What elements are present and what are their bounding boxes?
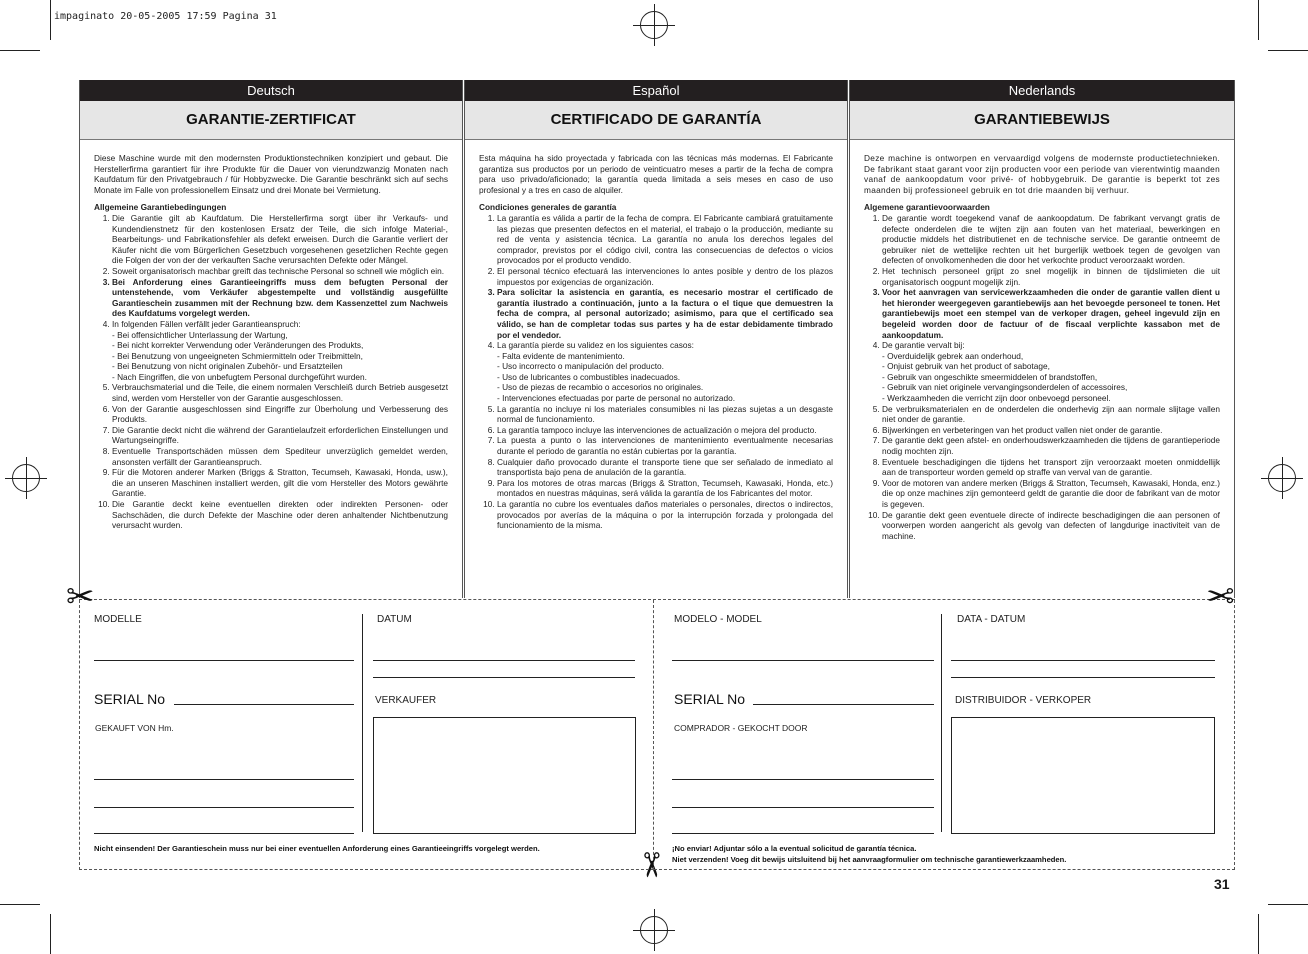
condition-item: 1. La garantía es válida a partir de la fecha de compra. El Fabricante cambiará gratuitamente las piezas que presenten defectos en el material, el trabajo o la producción, mediante su red de venta y asistencia técnica. La garantía no anula los derechos legales del comprador, previstos por el código civil, contra las consecuencias de defectos o vicios provocados por el producto vendido.: [497, 213, 833, 266]
crop-mark: [50, 0, 51, 40]
registration-mark-icon: [640, 916, 668, 944]
bought-from-field[interactable]: [94, 807, 354, 808]
seller-label: VERKAUFER: [375, 695, 437, 706]
column-body: [80, 140, 462, 531]
condition-subitem: - Gebruik van ongeschikte smeermiddelen of brandstoffen,: [882, 371, 1098, 382]
condition-item: 7. De garantie dekt geen afstel- en onderhoudswerkzaamheden die tijdens de garantieperiode nodig mochten zijn.: [882, 435, 1220, 456]
column-title: GARANTIEBEWIJS: [850, 101, 1234, 140]
crop-mark: [0, 50, 40, 51]
condition-subitem: - Gebruik van niet originele vervangingsonderdelen of accessoires,: [882, 382, 1128, 393]
scissors-icon: ✂: [1206, 578, 1235, 616]
serial-field[interactable]: [753, 704, 934, 705]
condition-subitem: - Uso de piezas de recambio o accesorios no originales.: [497, 382, 704, 393]
bought-from-field[interactable]: [672, 833, 934, 834]
model-label: MODELO - MODEL: [674, 614, 762, 625]
condition-subitem: - Onjuist gebruik van het product of sabotage,: [882, 361, 1050, 372]
conditions-title: Condiciones generales de garantía: [479, 202, 617, 213]
date-label: DATUM: [377, 614, 412, 625]
card-note: Nicht einsenden! Der Garantieschein muss nur bei einer eventuellen Anforderung eines Garantieeingriffs vorgelegt werden.: [94, 844, 540, 853]
conditions-title: Algemene garantievoorwaarden: [864, 202, 990, 213]
language-header: Deutsch: [80, 80, 462, 101]
serial-label: SERIAL No: [94, 691, 166, 707]
model-label: MODELLE: [94, 614, 142, 625]
condition-item: 2. Soweit organisatorisch machbar greift das technische Personal so schnell wie möglich ein.: [112, 266, 448, 277]
registration-mark-icon: [1268, 464, 1296, 492]
condition-subitem: - Werkzaamheden die verricht zijn door onbevoegd personeel.: [882, 393, 1111, 404]
condition-item: 6. La garantía tampoco incluye las intervenciones de actualización o mejora del producto.: [497, 425, 833, 436]
date-label: DATA - DATUM: [957, 614, 1026, 625]
warranty-column-espanol: [464, 80, 848, 598]
date-field-underline: [373, 677, 635, 678]
crop-mark: [1268, 50, 1308, 51]
intro-text: Esta máquina ha sido proyectada y fabricada con las técnicas más modernas. El Fabricante garantiza sus productos por un periodo de veinticuatro meses a partir de la fecha de compra para uso privado/aficionado; la garantía queda limitada a seis meses en caso de uso profesional y a tres en caso de alquiler.: [479, 153, 833, 195]
condition-item: 8. Cualquier daño provocado durante el transporte tiene que ser señalado de inmediato al transportista bajo pena de anulación de la garantía.: [497, 457, 833, 478]
registration-mark-icon: [640, 11, 668, 39]
condition-item: 2. Het technisch personeel grijpt zo snel mogelijk in binnen de tijdslimieten die uit organisatorisch oogpunt mogelijk zijn.: [882, 266, 1220, 287]
condition-item: 10. La garantía no cubre los eventuales daños materiales o personales, directos o indirectos, provocados por averías de la máquina o por la interrupción forzada y prolongada del funcionamiento de la misma.: [497, 499, 833, 531]
condition-item: 5. La garantía no incluye ni los materiales consumibles ni las piezas sujetas a un desgaste normal de funcionamiento.: [497, 404, 833, 425]
crop-mark: [1258, 0, 1259, 40]
condition-item: 5. De verbruiksmaterialen en de onderdelen die onderhevig zijn aan normale slijtage vallen niet onder de garantie.: [882, 404, 1220, 425]
column-title: GARANTIE-ZERTIFICAT: [80, 101, 462, 140]
conditions-list: [479, 213, 833, 531]
condition-item: 5. Verbrauchsmaterial und die Teile, die einem normalen Verschleiß durch Betrieb ausgesetzt sind, werden vom Hersteller von der Garantie ausgeschlossen.: [112, 382, 448, 403]
condition-item: 10. De garantie dekt geen eventuele directe of indirecte beschadigingen die aan personen of voorwerpen worden aangericht als gevolg van defecten of langdurige inactiviteit van de machine.: [882, 510, 1220, 542]
column-title: CERTIFICADO DE GARANTÍA: [465, 101, 847, 140]
bought-from-field[interactable]: [672, 779, 934, 780]
card-note: ¡No enviar! Adjuntar sólo a la eventual solicitud de garantía técnica.: [672, 844, 917, 853]
condition-item: 3. Para solicitar la asistencia en garantía, es necesario mostrar el certificado de garantía ilustrado a continuación, junto a la factura o el tique que demuestren la fecha de compra, al personal autorizado; asimismo, para que el certificado sea válido, se han de completar todas sus partes y ha de estar debidamente timbrado por el vendedor.: [497, 287, 833, 340]
condition-item-text: In folgenden Fällen verfällt jeder Garantieanspruch:: [112, 318, 301, 329]
date-field[interactable]: [951, 660, 1215, 661]
printer-slug: impaginato 20-05-2005 17:59 Pagina 31: [54, 11, 277, 22]
seller-stamp-box[interactable]: [373, 717, 636, 834]
crop-mark: [1268, 904, 1308, 905]
card-note: Niet verzenden! Voeg dit bewijs uitsluitend bij het aanvraagformulier om technische garantiewerkzaamheden.: [672, 855, 1067, 864]
condition-subitem: - Uso incorrecto o manipulación del producto.: [497, 361, 664, 372]
intro-text: Deze machine is ontworpen en vervaardigd volgens de modernste productietechnieken. De fabrikant staat garant voor zijn producten voor een periode van vierentwintig maanden vanaf de aankoopdatum voor privé- of hobbygebruik. De garantie is beperkt tot zes maanden bij professioneel gebruik en tot drie maanden bij verhuur.: [864, 153, 1220, 195]
date-field[interactable]: [373, 660, 635, 661]
condition-item: 8. Eventuelle Transportschäden müssen dem Spediteur unverzüglich gemeldet werden, ansonsten verfällt der Garantieanspruch.: [112, 446, 448, 467]
condition-item: 6. Von der Garantie ausgeschlossen sind Eingriffe zur Überholung und Verbesserung des Produkts.: [112, 404, 448, 425]
condition-item: 1. De garantie wordt toegekend vanaf de aankoopdatum. De fabrikant vervangt gratis de defecte onderdelen die te wijten zijn aan fouten van het materiaal, bewerkingen en productie middels het distributienet en de technische service. De garantie ontneemt de gebruiker niet de wettelijke rechten uit het burgerlijk wetboek tegen de gevolgen van defecten of onvolkomenheden die door het verkochte product veroorzaakt worden.: [882, 213, 1220, 266]
condition-item: 9. Voor de motoren van andere merken (Briggs & Stratton, Tecumseh, Kawasaki, Honda, enz.) die op onze machines zijn gemonteerd geldt de garantie die door de fabrikant van de motor is gegeven.: [882, 478, 1220, 510]
bought-from-label: COMPRADOR - GEKOCHT DOOR: [674, 723, 808, 733]
condition-subitem: - Uso de lubricantes o combustibles inadecuados.: [497, 371, 681, 382]
model-field[interactable]: [94, 660, 354, 661]
bought-from-field[interactable]: [94, 833, 354, 834]
card-divider: [362, 614, 363, 832]
condition-item: 9. Para los motores de otras marcas (Briggs & Stratton, Tecumseh, Kawasaki, Honda, etc.) montados en nuestras máquinas, será válida la garantía de los Fabricantes del motor.: [497, 478, 833, 499]
conditions-list: [94, 213, 448, 531]
condition-subitem: - Bei nicht korrekter Verwendung oder Veränderungen des Produkts,: [112, 340, 364, 351]
condition-item: [882, 340, 1220, 404]
bought-from-field[interactable]: [672, 807, 934, 808]
date-field-underline: [951, 677, 1215, 678]
bought-from-label: GEKAUFT VON Hm.: [95, 723, 174, 733]
seller-label: DISTRIBUIDOR - VERKOPER: [955, 695, 1092, 706]
condition-subitem: - Overduidelijk gebrek aan onderhoud,: [882, 350, 1024, 361]
condition-item: 9. Für die Motoren anderer Marken (Briggs & Stratton, Tecumseh, Kawasaki, Honda, usw.), die an unseren Maschinen installiert werden, gilt die vom Hersteller des Motors gewährte Garantie.: [112, 467, 448, 499]
conditions-title: Allgemeine Garantiebedingungen: [94, 202, 227, 213]
model-field[interactable]: [672, 660, 934, 661]
condition-item: 6. Bijwerkingen en verbeteringen van het product vallen niet onder de garantie.: [882, 425, 1220, 436]
conditions-list: [864, 213, 1220, 541]
column-body: [465, 140, 847, 531]
seller-stamp-box[interactable]: [951, 717, 1215, 834]
condition-item: 3. Bei Anforderung eines Garantieeingriffs muss dem befugten Personal der untenstehende, vom Verkäufer abgestempelte und vollständig ausgefüllte Garantieschein zusammen mit der Rechnung bzw. dem Kassenzettel zum Nachweis des Kaufdatums vorgelegt werden.: [112, 277, 448, 319]
condition-item: [112, 319, 448, 383]
language-header: Español: [465, 80, 847, 101]
condition-item-text: La garantía pierde su validez en los siguientes casos:: [497, 340, 694, 351]
condition-item: 7. La puesta a punto o las intervenciones de mantenimiento eventualmente necesarias durante el periodo de garantía no están cubiertas por la garantía.: [497, 435, 833, 456]
warranty-column-deutsch: [79, 80, 463, 598]
condition-subitem: - Bei Benutzung von ungeeigneten Schmiermitteln oder Treibmitteln,: [112, 350, 363, 361]
crop-mark: [1258, 914, 1259, 954]
condition-subitem: - Nach Eingriffen, die von unbefugtem Personal durchgeführt wurden.: [112, 371, 367, 382]
language-header: Nederlands: [850, 80, 1234, 101]
crop-mark: [50, 914, 51, 954]
condition-item: 2. El personal técnico efectuará las intervenciones lo antes posible y dentro de los plazos impuestos por exigencias de organización.: [497, 266, 833, 287]
scissors-icon: ✂: [66, 578, 95, 616]
intro-text: Diese Maschine wurde mit den modernsten Produktionstechniken konzipiert und gebaut. Die Herstellerfirma garantiert für ihre Produkte für die Dauer von vierundzwanzig Monaten nach Kaufdatum für den Privatgebrauch / für Hobbyzwecke. Die Garantie beschränkt sich auf sechs Monate im Falle von professionellem Einsatz und drei Monate bei Vermietung.: [94, 153, 448, 195]
serial-field[interactable]: [174, 704, 354, 705]
condition-item: 3. Voor het aanvragen van servicewerkzaamheden die onder de garantie vallen dient u het hieronder weergegeven garantiebewijs aan het bevoegde personeel te tonen. Het garantiebewijs moet een stempel van de verkoper dragen, geheel ingevuld zijn en begeleid worden door de factuur of de fiscaal verplichte kassabon met de aankoopdatum.: [882, 287, 1220, 340]
condition-item: 7. Die Garantie deckt nicht die während der Garantielaufzeit erforderlichen Einstellungen und Wartungseingriffe.: [112, 425, 448, 446]
condition-item: 1. Die Garantie gilt ab Kaufdatum. Die Herstellerfirma sorgt über ihr Verkaufs- und Kundendienstnetz für den kostenlosen Ersatz der Teile, die sich infolge Material-, Bearbeitungs- und Fabrikationsfehler als defekt erweisen. Durch die Garantie verliert der Käufer nicht die vom Bürgerlichen Gesetzbuch vorgesehenen gesetzlichen Rechte gegen die Folgen der von der der verkauften Sache verursachten Defekte oder Mängel.: [112, 213, 448, 266]
warranty-column-nederlands: [849, 80, 1235, 598]
warranty-card-right: [654, 600, 1235, 870]
serial-label: SERIAL No: [674, 691, 746, 707]
card-divider: [941, 614, 942, 832]
condition-subitem: - Intervenciones efectuadas por parte de personal no autorizado.: [497, 393, 735, 404]
column-body: [850, 140, 1234, 541]
crop-mark: [0, 904, 40, 905]
condition-subitem: - Falta evidente de mantenimiento.: [497, 350, 625, 361]
condition-subitem: - Bei Benutzung von nicht originalen Zubehör- und Ersatzteilen: [112, 361, 343, 372]
condition-item: 10. Die Garantie deckt keine eventuellen direkten oder indirekten Personen- oder Sachschäden, die durch Defekte der Maschine oder deren anhaltender Nichtbenutzung verursacht wurden.: [112, 499, 448, 531]
page-number: 31: [1214, 876, 1230, 892]
condition-item: 8. Eventuele beschadigingen die tijdens het transport zijn veroorzaakt moeten onmiddellijk aan de transporteur worden gemeld op straffe van verval van de garantie.: [882, 457, 1220, 478]
condition-item-text: De garantie vervalt bij:: [882, 340, 965, 351]
scissors-icon: ✂: [631, 850, 670, 880]
condition-item: [497, 340, 833, 404]
registration-mark-icon: [12, 464, 40, 492]
warranty-card-left: [79, 600, 654, 870]
condition-subitem: - Bei offensichtlicher Unterlassung der Wartung,: [112, 329, 288, 340]
bought-from-field[interactable]: [94, 779, 354, 780]
